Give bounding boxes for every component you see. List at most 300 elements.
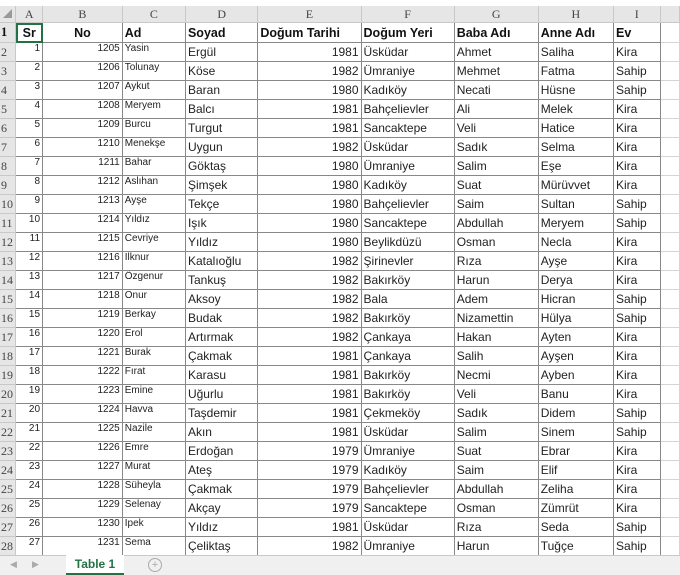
cell-a[interactable]: 25 bbox=[16, 499, 43, 518]
cell-a[interactable]: 2 bbox=[16, 62, 43, 81]
cell-e[interactable]: 1980 bbox=[258, 214, 361, 233]
cell-h[interactable]: Sinem bbox=[538, 423, 613, 442]
cell-d[interactable]: Ateş bbox=[185, 461, 257, 480]
cell-b[interactable]: 1208 bbox=[43, 100, 123, 119]
cell-i[interactable]: Sahip bbox=[614, 404, 661, 423]
cell-b[interactable]: 1222 bbox=[43, 366, 123, 385]
cell-d[interactable]: Karasu bbox=[185, 366, 257, 385]
cell-f[interactable]: Sancaktepe bbox=[361, 119, 454, 138]
cell-e[interactable]: 1982 bbox=[258, 271, 361, 290]
cell-f[interactable]: Bala bbox=[361, 290, 454, 309]
cell-d[interactable]: Artırmak bbox=[185, 328, 257, 347]
spreadsheet-grid[interactable] bbox=[0, 6, 680, 556]
cell-b[interactable]: 1216 bbox=[43, 252, 123, 271]
cell-g[interactable]: Necmi bbox=[454, 366, 538, 385]
row-header-28[interactable]: 28 bbox=[0, 537, 16, 556]
column-header-h[interactable]: H bbox=[538, 6, 613, 23]
sheet-tab-table-1[interactable]: Table 1 bbox=[66, 555, 124, 575]
empty-cell[interactable] bbox=[660, 328, 679, 347]
cell-e[interactable]: 1981 bbox=[258, 347, 361, 366]
cell-b[interactable]: 1231 bbox=[43, 537, 123, 556]
cell-f[interactable]: Bahçelievler bbox=[361, 100, 454, 119]
header-cell-a[interactable]: Sr bbox=[16, 23, 43, 43]
empty-cell[interactable] bbox=[660, 43, 679, 62]
row-header-22[interactable]: 22 bbox=[0, 423, 16, 442]
cell-b[interactable]: 1221 bbox=[43, 347, 123, 366]
cell-c[interactable]: Süheyla bbox=[122, 480, 185, 499]
cell-i[interactable]: Sahip bbox=[614, 81, 661, 100]
cell-f[interactable]: Üsküdar bbox=[361, 138, 454, 157]
empty-cell[interactable] bbox=[660, 385, 679, 404]
cell-i[interactable]: Sahip bbox=[614, 62, 661, 81]
cell-h[interactable]: Hüsne bbox=[538, 81, 613, 100]
cell-f[interactable]: Ümraniye bbox=[361, 537, 454, 556]
cell-g[interactable]: Sadık bbox=[454, 138, 538, 157]
row-header-24[interactable]: 24 bbox=[0, 461, 16, 480]
cell-h[interactable]: Sultan bbox=[538, 195, 613, 214]
cell-a[interactable]: 5 bbox=[16, 119, 43, 138]
cell-c[interactable]: Meryem bbox=[122, 100, 185, 119]
row-header-12[interactable]: 12 bbox=[0, 233, 16, 252]
empty-cell[interactable] bbox=[660, 176, 679, 195]
cell-e[interactable]: 1979 bbox=[258, 461, 361, 480]
cell-d[interactable]: Yıldız bbox=[185, 518, 257, 537]
cell-b[interactable]: 1220 bbox=[43, 328, 123, 347]
empty-cell[interactable] bbox=[660, 537, 679, 556]
cell-c[interactable]: Selenay bbox=[122, 499, 185, 518]
cell-g[interactable]: Nizamettin bbox=[454, 309, 538, 328]
cell-g[interactable]: Rıza bbox=[454, 518, 538, 537]
cell-h[interactable]: Seda bbox=[538, 518, 613, 537]
cell-c[interactable]: Cevriye bbox=[122, 233, 185, 252]
cell-d[interactable]: Şimşek bbox=[185, 176, 257, 195]
cell-b[interactable]: 1219 bbox=[43, 309, 123, 328]
cell-d[interactable]: Aksoy bbox=[185, 290, 257, 309]
cell-a[interactable]: 24 bbox=[16, 480, 43, 499]
row-header-26[interactable]: 26 bbox=[0, 499, 16, 518]
header-cell-h[interactable]: Anne Adı bbox=[538, 23, 613, 43]
cell-h[interactable]: Meryem bbox=[538, 214, 613, 233]
cell-d[interactable]: Balcı bbox=[185, 100, 257, 119]
row-header-2[interactable]: 2 bbox=[0, 43, 16, 62]
cell-h[interactable]: Didem bbox=[538, 404, 613, 423]
cell-c[interactable]: Murat bbox=[122, 461, 185, 480]
row-header-25[interactable]: 25 bbox=[0, 480, 16, 499]
cell-d[interactable]: Tankuş bbox=[185, 271, 257, 290]
cell-g[interactable]: Osman bbox=[454, 233, 538, 252]
cell-f[interactable]: Beylikdüzü bbox=[361, 233, 454, 252]
row-header-18[interactable]: 18 bbox=[0, 347, 16, 366]
cell-e[interactable]: 1981 bbox=[258, 518, 361, 537]
empty-cell[interactable] bbox=[660, 309, 679, 328]
header-cell-f[interactable]: Doğum Yeri bbox=[361, 23, 454, 43]
empty-cell[interactable] bbox=[660, 100, 679, 119]
cell-i[interactable]: Sahip bbox=[614, 518, 661, 537]
row-header-3[interactable]: 3 bbox=[0, 62, 16, 81]
row-header-15[interactable]: 15 bbox=[0, 290, 16, 309]
cell-d[interactable]: Uğurlu bbox=[185, 385, 257, 404]
cell-h[interactable]: Ayşen bbox=[538, 347, 613, 366]
cell-h[interactable]: Ebrar bbox=[538, 442, 613, 461]
cell-c[interactable]: İlknur bbox=[122, 252, 185, 271]
header-cell-c[interactable]: Ad bbox=[122, 23, 185, 43]
cell-b[interactable]: 1228 bbox=[43, 480, 123, 499]
cell-e[interactable]: 1979 bbox=[258, 480, 361, 499]
cell-i[interactable]: Sahip bbox=[614, 537, 661, 556]
cell-d[interactable]: Turgut bbox=[185, 119, 257, 138]
cell-c[interactable]: Tolunay bbox=[122, 62, 185, 81]
cell-h[interactable]: Melek bbox=[538, 100, 613, 119]
cell-b[interactable]: 1227 bbox=[43, 461, 123, 480]
cell-h[interactable]: Hatice bbox=[538, 119, 613, 138]
column-header-e[interactable]: E bbox=[258, 6, 361, 23]
cell-c[interactable]: Aykut bbox=[122, 81, 185, 100]
cell-h[interactable]: Zeliha bbox=[538, 480, 613, 499]
cell-i[interactable]: Kira bbox=[614, 43, 661, 62]
cell-g[interactable]: Suat bbox=[454, 442, 538, 461]
cell-e[interactable]: 1981 bbox=[258, 423, 361, 442]
row-header-20[interactable]: 20 bbox=[0, 385, 16, 404]
cell-h[interactable]: Eşe bbox=[538, 157, 613, 176]
cell-b[interactable]: 1212 bbox=[43, 176, 123, 195]
cell-d[interactable]: Yıldız bbox=[185, 233, 257, 252]
cell-i[interactable]: Kira bbox=[614, 176, 661, 195]
row-header-5[interactable]: 5 bbox=[0, 100, 16, 119]
cell-e[interactable]: 1982 bbox=[258, 290, 361, 309]
cell-a[interactable]: 8 bbox=[16, 176, 43, 195]
cell-a[interactable]: 16 bbox=[16, 328, 43, 347]
cell-g[interactable]: Suat bbox=[454, 176, 538, 195]
scroll-left-icon[interactable]: ◀ bbox=[10, 559, 17, 569]
cell-e[interactable]: 1981 bbox=[258, 366, 361, 385]
column-header-f[interactable]: F bbox=[361, 6, 454, 23]
cell-c[interactable]: Emine bbox=[122, 385, 185, 404]
cell-b[interactable]: 1211 bbox=[43, 157, 123, 176]
cell-f[interactable]: Üsküdar bbox=[361, 518, 454, 537]
cell-i[interactable]: Sahip bbox=[614, 290, 661, 309]
cell-c[interactable]: İpek bbox=[122, 518, 185, 537]
cell-b[interactable]: 1207 bbox=[43, 81, 123, 100]
cell-h[interactable]: Tuğçe bbox=[538, 537, 613, 556]
cell-i[interactable]: Kira bbox=[614, 157, 661, 176]
empty-cell[interactable] bbox=[660, 347, 679, 366]
column-header-g[interactable]: G bbox=[454, 6, 538, 23]
empty-cell[interactable] bbox=[660, 214, 679, 233]
cell-d[interactable]: Akçay bbox=[185, 499, 257, 518]
cell-h[interactable]: Banu bbox=[538, 385, 613, 404]
cell-g[interactable]: Abdullah bbox=[454, 214, 538, 233]
row-header-9[interactable]: 9 bbox=[0, 176, 16, 195]
cell-h[interactable]: Ayşe bbox=[538, 252, 613, 271]
row-header-19[interactable]: 19 bbox=[0, 366, 16, 385]
cell-c[interactable]: Menekşe bbox=[122, 138, 185, 157]
cell-i[interactable]: Kira bbox=[614, 271, 661, 290]
cell-i[interactable]: Kira bbox=[614, 119, 661, 138]
cell-g[interactable]: Ahmet bbox=[454, 43, 538, 62]
cell-a[interactable]: 6 bbox=[16, 138, 43, 157]
cell-d[interactable]: Uygun bbox=[185, 138, 257, 157]
cell-h[interactable]: Hülya bbox=[538, 309, 613, 328]
empty-cell[interactable] bbox=[660, 157, 679, 176]
cell-a[interactable]: 10 bbox=[16, 214, 43, 233]
cell-e[interactable]: 1981 bbox=[258, 385, 361, 404]
cell-b[interactable]: 1213 bbox=[43, 195, 123, 214]
cell-b[interactable]: 1205 bbox=[43, 43, 123, 62]
row-header-4[interactable]: 4 bbox=[0, 81, 16, 100]
cell-g[interactable]: Osman bbox=[454, 499, 538, 518]
row-header-21[interactable]: 21 bbox=[0, 404, 16, 423]
cell-a[interactable]: 26 bbox=[16, 518, 43, 537]
cell-i[interactable]: Kira bbox=[614, 461, 661, 480]
cell-e[interactable]: 1981 bbox=[258, 43, 361, 62]
empty-cell[interactable] bbox=[660, 442, 679, 461]
cell-a[interactable]: 19 bbox=[16, 385, 43, 404]
cell-g[interactable]: Sadık bbox=[454, 404, 538, 423]
cell-g[interactable]: Adem bbox=[454, 290, 538, 309]
cell-b[interactable]: 1226 bbox=[43, 442, 123, 461]
cell-c[interactable]: Burak bbox=[122, 347, 185, 366]
cell-e[interactable]: 1982 bbox=[258, 309, 361, 328]
empty-cell[interactable] bbox=[660, 461, 679, 480]
cell-d[interactable]: Erdoğan bbox=[185, 442, 257, 461]
cell-b[interactable]: 1229 bbox=[43, 499, 123, 518]
cell-h[interactable]: Derya bbox=[538, 271, 613, 290]
cell-i[interactable]: Kira bbox=[614, 385, 661, 404]
cell-h[interactable]: Ayten bbox=[538, 328, 613, 347]
empty-cell[interactable] bbox=[660, 62, 679, 81]
empty-cell[interactable] bbox=[660, 195, 679, 214]
cell-h[interactable]: Mürüvvet bbox=[538, 176, 613, 195]
cell-c[interactable]: Nazile bbox=[122, 423, 185, 442]
cell-d[interactable]: Budak bbox=[185, 309, 257, 328]
cell-c[interactable]: Bahar bbox=[122, 157, 185, 176]
cell-h[interactable]: Saliha bbox=[538, 43, 613, 62]
cell-h[interactable]: Necla bbox=[538, 233, 613, 252]
cell-c[interactable]: Özgenur bbox=[122, 271, 185, 290]
cell-h[interactable]: Hicran bbox=[538, 290, 613, 309]
cell-g[interactable]: Harun bbox=[454, 537, 538, 556]
cell-i[interactable]: Kira bbox=[614, 100, 661, 119]
cell-c[interactable]: Havva bbox=[122, 404, 185, 423]
row-header-11[interactable]: 11 bbox=[0, 214, 16, 233]
cell-d[interactable]: Çakmak bbox=[185, 480, 257, 499]
cell-f[interactable]: Ümraniye bbox=[361, 157, 454, 176]
cell-f[interactable]: Çekmeköy bbox=[361, 404, 454, 423]
cell-a[interactable]: 4 bbox=[16, 100, 43, 119]
cell-g[interactable]: Rıza bbox=[454, 252, 538, 271]
cell-c[interactable]: Erol bbox=[122, 328, 185, 347]
cell-d[interactable]: Işık bbox=[185, 214, 257, 233]
cell-a[interactable]: 3 bbox=[16, 81, 43, 100]
cell-d[interactable]: Baran bbox=[185, 81, 257, 100]
cell-f[interactable]: Bakırköy bbox=[361, 366, 454, 385]
header-cell-d[interactable]: Soyad bbox=[185, 23, 257, 43]
cell-e[interactable]: 1981 bbox=[258, 404, 361, 423]
cell-h[interactable]: Zümrüt bbox=[538, 499, 613, 518]
cell-g[interactable]: Abdullah bbox=[454, 480, 538, 499]
cell-d[interactable]: Katalıoğlu bbox=[185, 252, 257, 271]
cell-i[interactable]: Sahip bbox=[614, 195, 661, 214]
empty-cell[interactable] bbox=[660, 252, 679, 271]
cell-i[interactable]: Kira bbox=[614, 480, 661, 499]
cell-c[interactable]: Berkay bbox=[122, 309, 185, 328]
cell-c[interactable]: Yıldız bbox=[122, 214, 185, 233]
cell-e[interactable]: 1982 bbox=[258, 62, 361, 81]
select-all-corner[interactable] bbox=[0, 6, 16, 23]
cell-a[interactable]: 27 bbox=[16, 537, 43, 556]
column-header-c[interactable]: C bbox=[122, 6, 185, 23]
cell-i[interactable]: Kira bbox=[614, 366, 661, 385]
cell-b[interactable]: 1217 bbox=[43, 271, 123, 290]
cell-c[interactable]: Ayşe bbox=[122, 195, 185, 214]
cell-i[interactable]: Kira bbox=[614, 442, 661, 461]
cell-e[interactable]: 1980 bbox=[258, 176, 361, 195]
row-header-14[interactable]: 14 bbox=[0, 271, 16, 290]
cell-b[interactable]: 1223 bbox=[43, 385, 123, 404]
cell-b[interactable]: 1210 bbox=[43, 138, 123, 157]
column-header-d[interactable]: D bbox=[185, 6, 257, 23]
cell-a[interactable]: 14 bbox=[16, 290, 43, 309]
cell-b[interactable]: 1225 bbox=[43, 423, 123, 442]
cell-i[interactable]: Kira bbox=[614, 252, 661, 271]
scroll-right-icon[interactable]: ▶ bbox=[32, 559, 39, 569]
cell-a[interactable]: 9 bbox=[16, 195, 43, 214]
cell-f[interactable]: Kadıköy bbox=[361, 81, 454, 100]
cell-i[interactable]: Sahip bbox=[614, 309, 661, 328]
cell-i[interactable]: Sahip bbox=[614, 214, 661, 233]
cell-b[interactable]: 1209 bbox=[43, 119, 123, 138]
cell-d[interactable]: Göktaş bbox=[185, 157, 257, 176]
cell-d[interactable]: Çeliktaş bbox=[185, 537, 257, 556]
header-cell-g[interactable]: Baba Adı bbox=[454, 23, 538, 43]
cell-f[interactable]: Kadıköy bbox=[361, 461, 454, 480]
cell-a[interactable]: 21 bbox=[16, 423, 43, 442]
row-header-16[interactable]: 16 bbox=[0, 309, 16, 328]
cell-c[interactable]: Yasin bbox=[122, 43, 185, 62]
cell-f[interactable]: Çankaya bbox=[361, 328, 454, 347]
empty-cell[interactable] bbox=[660, 23, 679, 43]
empty-cell[interactable] bbox=[660, 499, 679, 518]
cell-g[interactable]: Salim bbox=[454, 157, 538, 176]
cell-e[interactable]: 1982 bbox=[258, 537, 361, 556]
cell-i[interactable]: Kira bbox=[614, 328, 661, 347]
column-header-b[interactable]: B bbox=[43, 6, 123, 23]
row-header-27[interactable]: 27 bbox=[0, 518, 16, 537]
cell-d[interactable]: Taşdemir bbox=[185, 404, 257, 423]
cell-h[interactable]: Ayben bbox=[538, 366, 613, 385]
cell-c[interactable]: Onur bbox=[122, 290, 185, 309]
empty-cell[interactable] bbox=[660, 271, 679, 290]
cell-g[interactable]: Salim bbox=[454, 423, 538, 442]
cell-e[interactable]: 1980 bbox=[258, 195, 361, 214]
cell-a[interactable]: 13 bbox=[16, 271, 43, 290]
column-header-i[interactable]: I bbox=[614, 6, 661, 23]
cell-g[interactable]: Ali bbox=[454, 100, 538, 119]
cell-f[interactable]: Sancaktepe bbox=[361, 214, 454, 233]
cell-c[interactable]: Emre bbox=[122, 442, 185, 461]
cell-g[interactable]: Necati bbox=[454, 81, 538, 100]
cell-b[interactable]: 1224 bbox=[43, 404, 123, 423]
header-cell-e[interactable]: Doğum Tarihi bbox=[258, 23, 361, 43]
row-header-1[interactable]: 1 bbox=[0, 23, 16, 43]
cell-a[interactable]: 20 bbox=[16, 404, 43, 423]
header-cell-i[interactable]: Ev bbox=[614, 23, 661, 43]
cell-b[interactable]: 1230 bbox=[43, 518, 123, 537]
cell-g[interactable]: Veli bbox=[454, 385, 538, 404]
row-header-8[interactable]: 8 bbox=[0, 157, 16, 176]
cell-f[interactable]: Çankaya bbox=[361, 347, 454, 366]
cell-e[interactable]: 1980 bbox=[258, 233, 361, 252]
cell-g[interactable]: Salih bbox=[454, 347, 538, 366]
cell-g[interactable]: Saim bbox=[454, 461, 538, 480]
cell-a[interactable]: 23 bbox=[16, 461, 43, 480]
cell-a[interactable]: 12 bbox=[16, 252, 43, 271]
add-sheet-button[interactable]: + bbox=[148, 558, 162, 572]
column-header-a[interactable]: A bbox=[16, 6, 43, 23]
row-header-13[interactable]: 13 bbox=[0, 252, 16, 271]
cell-c[interactable]: Fırat bbox=[122, 366, 185, 385]
cell-b[interactable]: 1218 bbox=[43, 290, 123, 309]
cell-e[interactable]: 1981 bbox=[258, 119, 361, 138]
cell-i[interactable]: Kira bbox=[614, 347, 661, 366]
cell-b[interactable]: 1215 bbox=[43, 233, 123, 252]
cell-b[interactable]: 1214 bbox=[43, 214, 123, 233]
cell-f[interactable]: Ümraniye bbox=[361, 442, 454, 461]
cell-f[interactable]: Sancaktepe bbox=[361, 499, 454, 518]
cell-f[interactable]: Bakırköy bbox=[361, 385, 454, 404]
cell-h[interactable]: Fatma bbox=[538, 62, 613, 81]
cell-e[interactable]: 1979 bbox=[258, 499, 361, 518]
row-header-17[interactable]: 17 bbox=[0, 328, 16, 347]
cell-a[interactable]: 11 bbox=[16, 233, 43, 252]
header-cell-b[interactable]: No bbox=[43, 23, 123, 43]
empty-cell[interactable] bbox=[660, 138, 679, 157]
cell-f[interactable]: Ümraniye bbox=[361, 62, 454, 81]
cell-a[interactable]: 17 bbox=[16, 347, 43, 366]
cell-g[interactable]: Veli bbox=[454, 119, 538, 138]
cell-a[interactable]: 15 bbox=[16, 309, 43, 328]
cell-a[interactable]: 18 bbox=[16, 366, 43, 385]
cell-g[interactable]: Saim bbox=[454, 195, 538, 214]
cell-g[interactable]: Hakan bbox=[454, 328, 538, 347]
cell-e[interactable]: 1980 bbox=[258, 157, 361, 176]
cell-f[interactable]: Kadıköy bbox=[361, 176, 454, 195]
cell-g[interactable]: Harun bbox=[454, 271, 538, 290]
empty-cell[interactable] bbox=[660, 233, 679, 252]
cell-e[interactable]: 1980 bbox=[258, 81, 361, 100]
cell-c[interactable]: Sema bbox=[122, 537, 185, 556]
cell-e[interactable]: 1982 bbox=[258, 328, 361, 347]
cell-d[interactable]: Köse bbox=[185, 62, 257, 81]
cell-e[interactable]: 1981 bbox=[258, 100, 361, 119]
cell-d[interactable]: Ergül bbox=[185, 43, 257, 62]
cell-i[interactable]: Sahip bbox=[614, 423, 661, 442]
row-header-6[interactable]: 6 bbox=[0, 119, 16, 138]
empty-cell[interactable] bbox=[660, 366, 679, 385]
column-header-j[interactable] bbox=[660, 6, 679, 23]
cell-d[interactable]: Tekçe bbox=[185, 195, 257, 214]
row-header-7[interactable]: 7 bbox=[0, 138, 16, 157]
empty-cell[interactable] bbox=[660, 518, 679, 537]
cell-g[interactable]: Mehmet bbox=[454, 62, 538, 81]
empty-cell[interactable] bbox=[660, 119, 679, 138]
cell-i[interactable]: Kira bbox=[614, 138, 661, 157]
cell-f[interactable]: Bakırköy bbox=[361, 271, 454, 290]
cell-f[interactable]: Bahçelievler bbox=[361, 480, 454, 499]
cell-h[interactable]: Elif bbox=[538, 461, 613, 480]
cell-e[interactable]: 1982 bbox=[258, 138, 361, 157]
empty-cell[interactable] bbox=[660, 290, 679, 309]
